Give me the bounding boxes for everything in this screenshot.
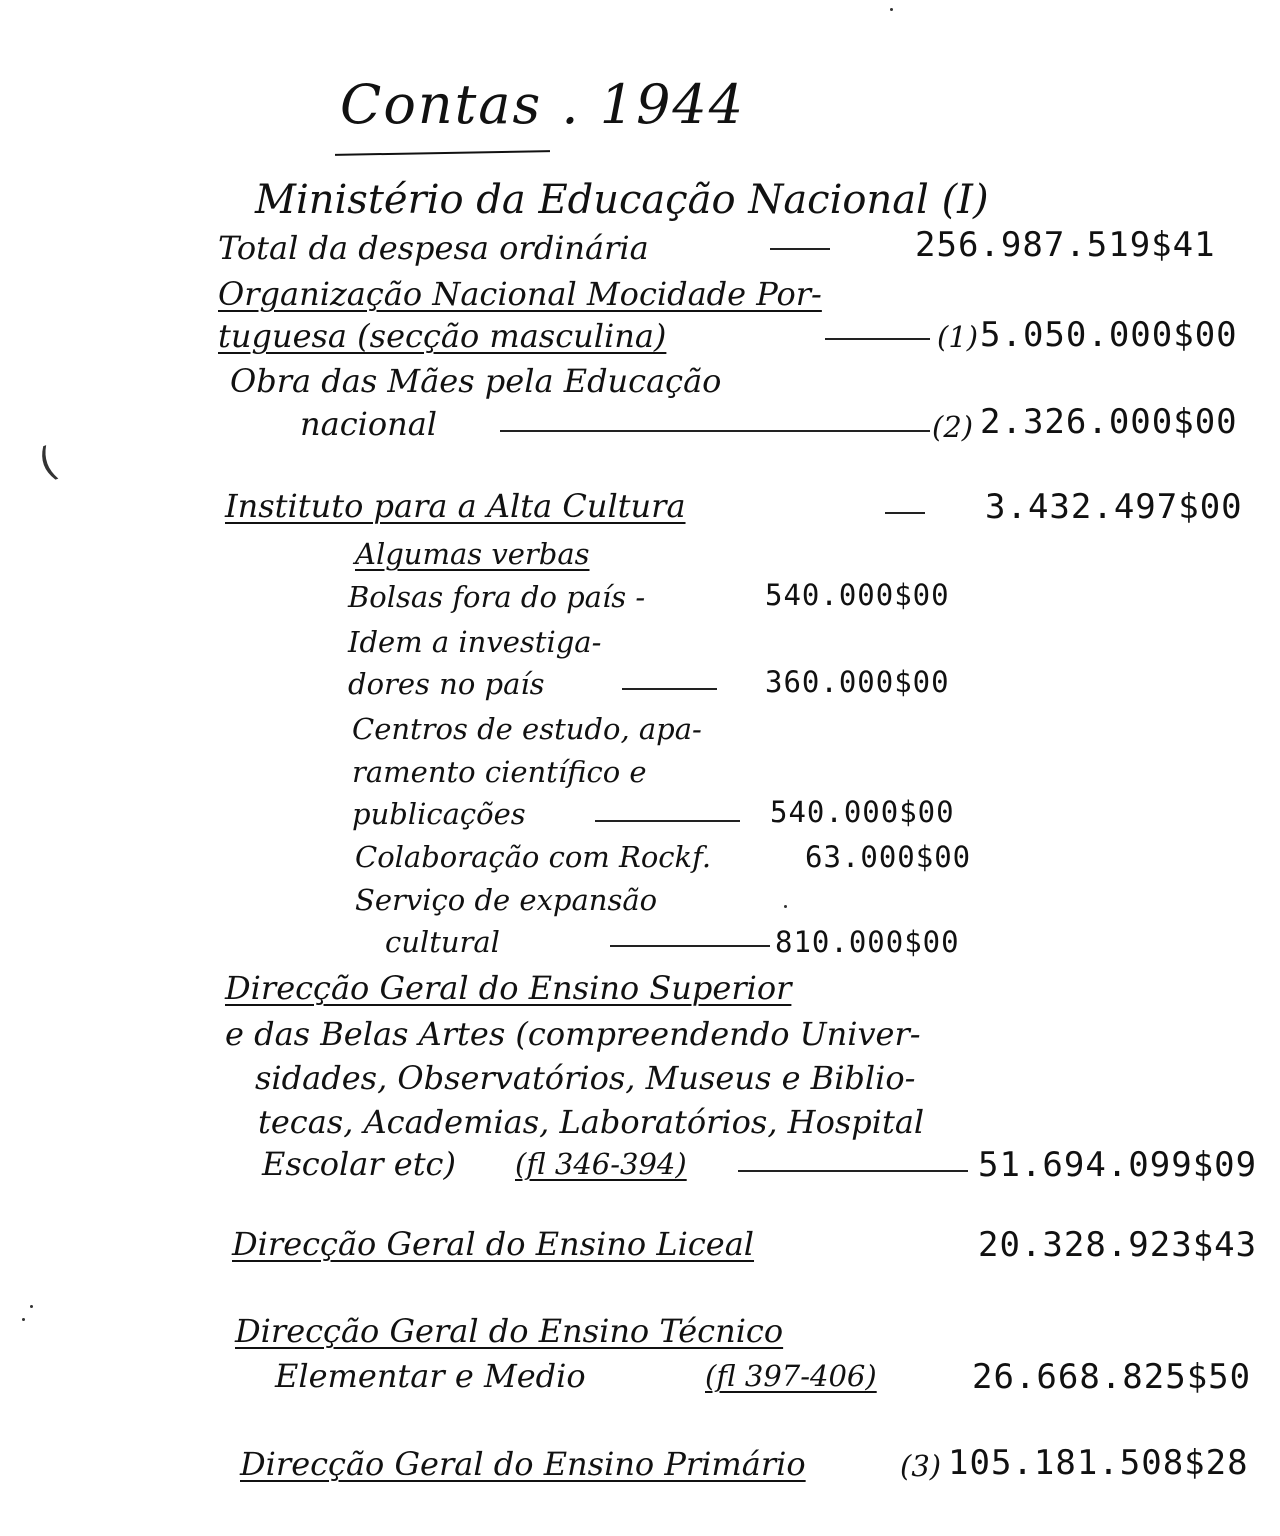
entry-superior-reference: (fl 346-394) bbox=[515, 1147, 687, 1181]
sub-heading: Algumas verbas bbox=[355, 537, 590, 571]
sub-item-centros-line-1: Centros de estudo, apa- bbox=[352, 712, 702, 746]
sub-item-expansao-line-1: Serviço de expansão bbox=[355, 883, 658, 917]
scan-mark: ( bbox=[32, 438, 64, 488]
note-3: (3) bbox=[900, 1449, 942, 1483]
entry-superior-line-1: Direcção Geral do Ensino Superior bbox=[225, 969, 792, 1007]
sub-item-investigadores-line-2: dores no país bbox=[348, 667, 545, 701]
entry-mocidade-amount: 5.050.000$00 bbox=[980, 315, 1238, 355]
sub-item-investigadores-line-1: Idem a investiga- bbox=[348, 625, 602, 659]
leader-line bbox=[885, 512, 925, 514]
entry-tecnico-amount: 26.668.825$50 bbox=[972, 1357, 1252, 1397]
entry-primario-amount: 105.181.508$28 bbox=[948, 1443, 1249, 1483]
entry-mocidade-line-1: Organização Nacional Mocidade Por- bbox=[218, 275, 822, 313]
entry-tecnico-line-1: Direcção Geral do Ensino Técnico bbox=[235, 1312, 784, 1350]
entry-obra-maes-line-2: nacional bbox=[300, 405, 438, 443]
sub-item-rockf-amount: 63.000$00 bbox=[805, 840, 972, 874]
entry-obra-maes-amount: 2.326.000$00 bbox=[980, 402, 1238, 442]
leader-line bbox=[622, 688, 717, 690]
entry-superior-amount: 51.694.099$09 bbox=[978, 1145, 1258, 1185]
scan-speck bbox=[22, 1318, 25, 1321]
leader-line bbox=[595, 820, 740, 822]
entry-tecnico-line-2: Elementar e Medio bbox=[275, 1357, 586, 1395]
total-amount: 256.987.519$41 bbox=[915, 225, 1216, 265]
total-label: Total da despesa ordinária bbox=[218, 229, 649, 267]
title-underline bbox=[335, 150, 550, 156]
entry-mocidade-line-2: tuguesa (secção masculina) bbox=[218, 317, 667, 355]
entry-liceal-label: Direcção Geral do Ensino Liceal bbox=[232, 1225, 755, 1263]
sub-item-centros-amount: 540.000$00 bbox=[770, 795, 955, 829]
note-1: (1) bbox=[937, 320, 979, 354]
entry-primario-label: Direcção Geral do Ensino Primário bbox=[240, 1445, 806, 1483]
sub-item-bolsas-amount: 540.000$00 bbox=[765, 578, 950, 612]
scan-speck bbox=[784, 905, 787, 908]
sub-item-bolsas-label: Bolsas fora do país - bbox=[348, 580, 646, 614]
entry-superior-line-3: sidades, Observatórios, Museus e Biblio- bbox=[255, 1059, 916, 1097]
entry-liceal-amount: 20.328.923$43 bbox=[978, 1225, 1258, 1265]
sub-item-investigadores-amount: 360.000$00 bbox=[765, 665, 950, 699]
entry-tecnico-reference: (fl 397-406) bbox=[705, 1359, 877, 1393]
leader-line bbox=[610, 945, 770, 947]
sub-item-centros-line-3: publicações bbox=[352, 797, 526, 831]
note-2: (2) bbox=[932, 410, 974, 444]
entry-instituto-label: Instituto para a Alta Cultura bbox=[225, 487, 686, 525]
scan-speck bbox=[30, 1305, 33, 1308]
leader-line bbox=[738, 1170, 968, 1172]
sub-item-expansao-line-2: cultural bbox=[385, 925, 500, 959]
sub-item-expansao-amount: 810.000$00 bbox=[775, 925, 960, 959]
sub-item-rockf-label: Colaboração com Rockf. bbox=[355, 840, 712, 874]
ministry-heading: Ministério da Educação Nacional (I) bbox=[255, 177, 989, 223]
entry-instituto-amount: 3.432.497$00 bbox=[985, 487, 1243, 527]
scan-speck bbox=[890, 8, 893, 11]
entry-superior-line-5: Escolar etc) bbox=[262, 1145, 456, 1183]
sub-item-centros-line-2: ramento científico e bbox=[352, 755, 647, 789]
entry-superior-line-4: tecas, Academias, Laboratórios, Hospital bbox=[258, 1103, 925, 1141]
entry-superior-line-2: e das Belas Artes (compreendendo Univer- bbox=[225, 1015, 921, 1053]
entry-obra-maes-line-1: Obra das Mães pela Educação bbox=[230, 362, 722, 400]
leader-line bbox=[500, 430, 930, 432]
leader-line bbox=[825, 338, 930, 340]
page-title: Contas . 1944 bbox=[340, 73, 746, 136]
leader-line bbox=[770, 248, 830, 250]
